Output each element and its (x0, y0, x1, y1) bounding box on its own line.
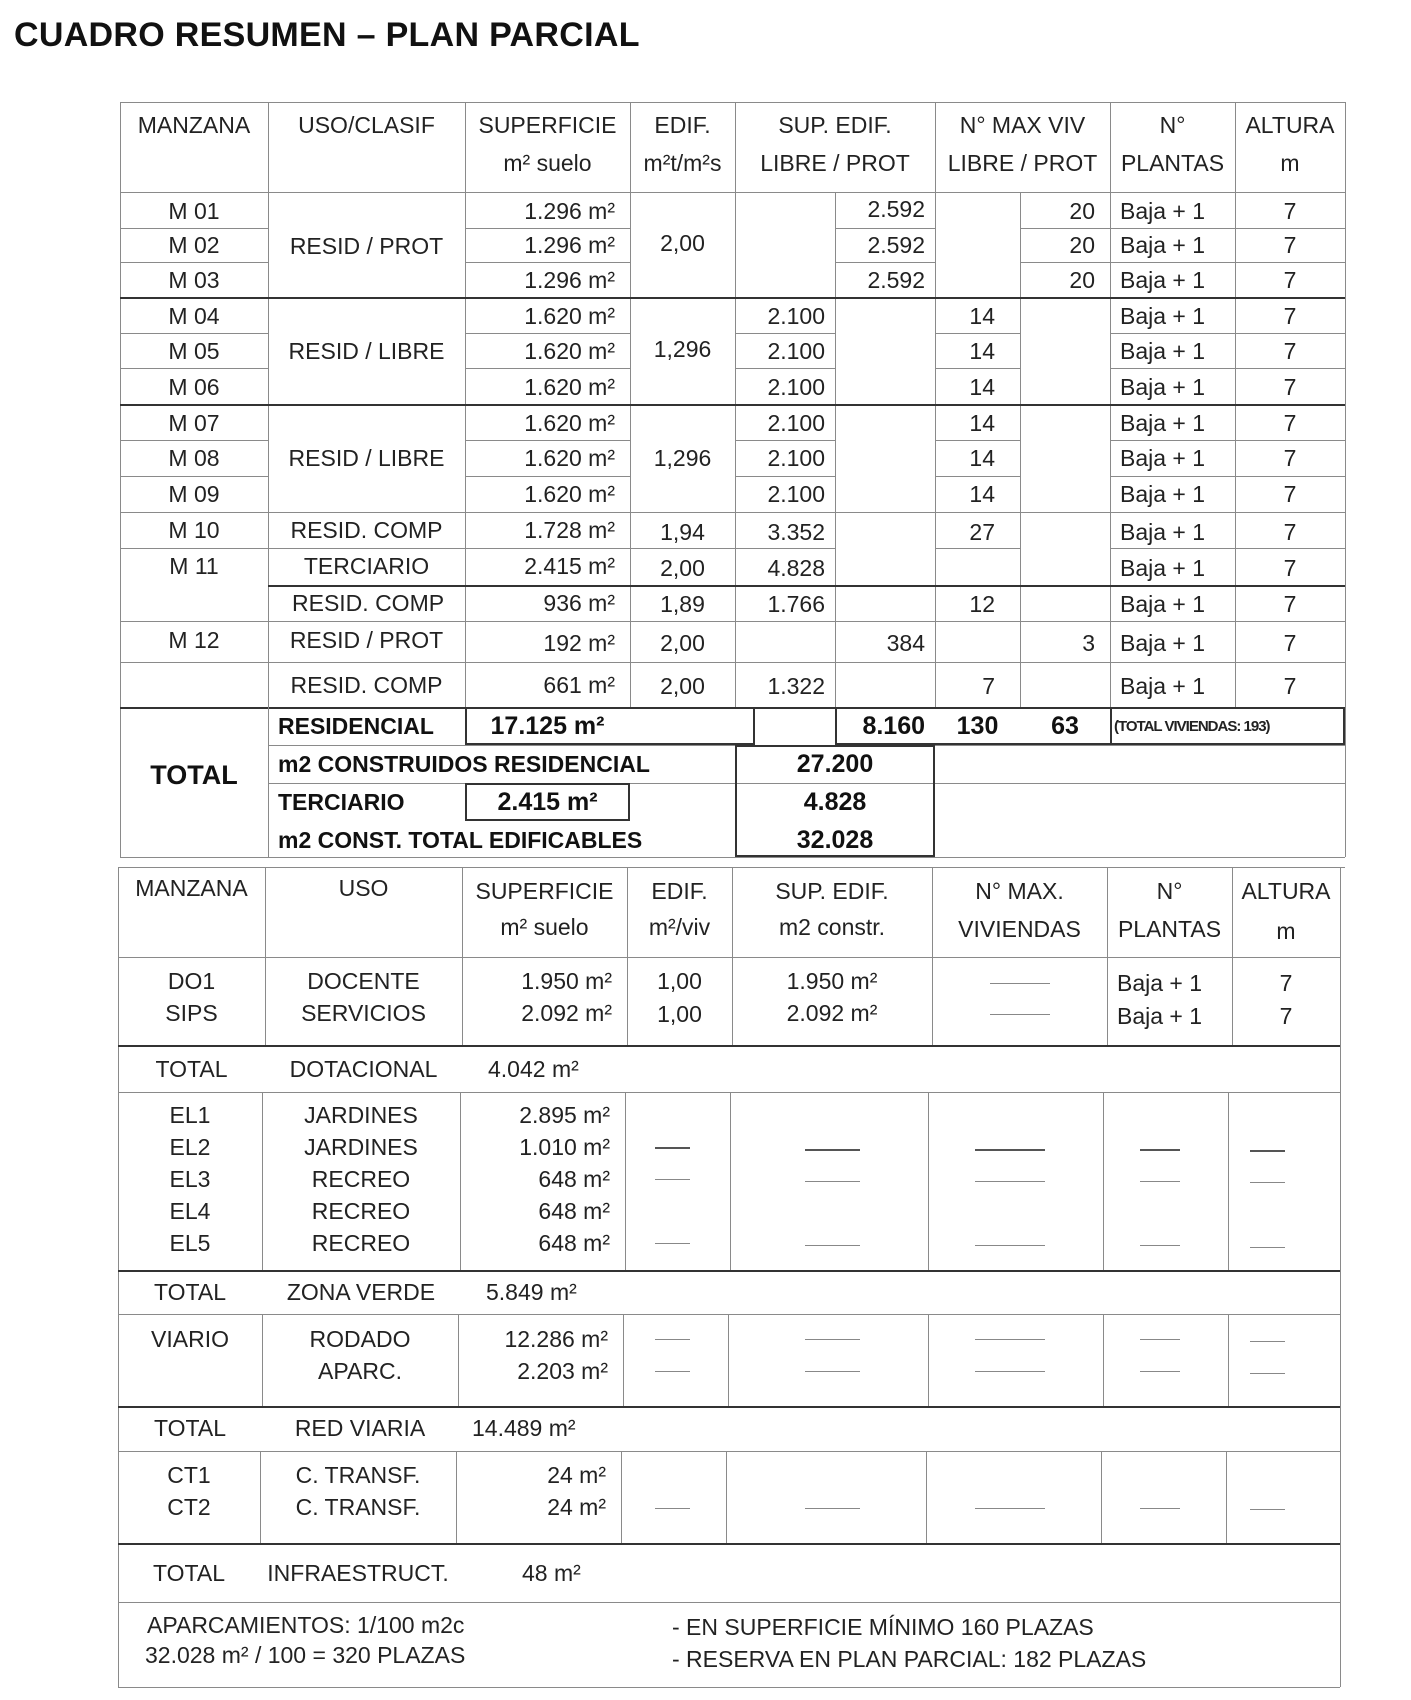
table-cell: 7 (1283, 519, 1297, 545)
total-label: TOTAL (150, 760, 238, 790)
table-cell: 27 (969, 519, 995, 545)
table-cell: EL5 (169, 1230, 211, 1256)
group-edif: 1,296 (653, 445, 712, 471)
group-edif: 1,296 (653, 336, 712, 362)
empty-dash (1140, 1508, 1180, 1509)
header-plantas-sub: PLANTAS (1120, 150, 1225, 176)
table-cell: 2.100 (767, 374, 825, 400)
table-cell: 7 (1283, 267, 1297, 293)
table-cell: 4.828 (767, 555, 825, 581)
empty-dash (975, 1508, 1045, 1509)
header-altura: ALTURA (1245, 112, 1335, 138)
table-border (465, 368, 630, 369)
residencial-label: RESIDENCIAL (278, 713, 434, 739)
table-cell: Baja + 1 (1120, 445, 1206, 471)
table-cell: Baja + 1 (1120, 338, 1206, 364)
table-cell: 7 (1279, 970, 1293, 996)
empty-dash (1250, 1373, 1285, 1374)
table-cell: RECREO (311, 1198, 411, 1224)
table-border (926, 1451, 927, 1543)
table-border (623, 1314, 624, 1406)
table-border (1103, 1314, 1104, 1406)
table-cell: Baja + 1 (1120, 519, 1206, 545)
table-cell: Baja + 1 (1120, 591, 1206, 617)
table-cell: SIPS (165, 1000, 218, 1026)
table-cell: 7 (1283, 555, 1297, 581)
table-border (1110, 368, 1345, 369)
table-border (835, 262, 935, 263)
table-border (118, 1406, 1340, 1408)
construidos-residencial-label: m2 CONSTRUIDOS RESIDENCIAL (278, 751, 650, 777)
table-border (935, 548, 1020, 549)
table-border (118, 1270, 1340, 1272)
table-border (465, 262, 630, 263)
table-cell: 1.950 m² (521, 968, 612, 994)
table-cell: 661 m² (543, 672, 615, 698)
table-border (1103, 1092, 1104, 1270)
header-superficie-unit: m² suelo (503, 150, 592, 176)
table-cell: RESID / PROT (289, 627, 444, 653)
table-cell: 2.092 m² (786, 1000, 878, 1026)
parking-ratio: APARCAMIENTOS: 1/100 m2c (147, 1612, 465, 1638)
table-cell: TERCIARIO (303, 553, 430, 579)
total-viviendas-note: (TOTAL VIVIENDAS: 193) (1114, 718, 1270, 735)
empty-dash (1140, 1149, 1180, 1151)
header-manzana: MANZANA (135, 875, 248, 901)
table-border (120, 476, 268, 477)
table-cell: TOTAL (154, 1279, 226, 1305)
header-max-viv-sub: LIBRE / PROT (947, 150, 1098, 176)
empty-dash (805, 1508, 860, 1509)
table-cell: 2.592 (867, 232, 925, 258)
header-sup-edif: SUP. EDIF. (778, 112, 892, 138)
table-border (465, 476, 630, 477)
header-edif-unit: m²/viv (648, 914, 711, 940)
table-cell: 2.100 (767, 410, 825, 436)
empty-dash (1140, 1339, 1180, 1340)
table-cell: 7 (1283, 481, 1297, 507)
table-border (118, 957, 1340, 958)
table-border (1020, 228, 1345, 229)
table-border (268, 548, 835, 549)
table-border (735, 368, 835, 369)
header-edif: EDIF. (654, 112, 711, 138)
table-cell: 2.895 m² (519, 1102, 610, 1128)
table-cell: 14 (969, 374, 995, 400)
table-border (120, 228, 268, 229)
table-cell: 2.100 (767, 445, 825, 471)
empty-dash (1140, 1245, 1180, 1246)
table-cell: 2.415 m² (524, 553, 615, 579)
header-sup-edif: SUP. EDIF. (775, 878, 889, 904)
table-cell: RESID. COMP (292, 590, 445, 616)
total-edificables-value: 32.028 (796, 826, 874, 854)
table-border (465, 440, 630, 441)
empty-dash (655, 1371, 690, 1372)
empty-dash (805, 1149, 860, 1151)
table-border (735, 476, 835, 477)
table-cell: 1.010 m² (519, 1134, 610, 1160)
table-border (1228, 1092, 1229, 1270)
table-cell: 7 (1279, 1003, 1293, 1029)
table-cell: TOTAL (153, 1560, 225, 1586)
table-cell: RECREO (311, 1166, 411, 1192)
table-border (621, 1451, 622, 1543)
table-cell: 14 (969, 338, 995, 364)
terciario-superficie: 2.415 m² (497, 788, 598, 816)
empty-dash (655, 1179, 690, 1180)
header-edif: EDIF. (651, 878, 708, 904)
table-border (935, 368, 1020, 369)
table-cell: Baja + 1 (1117, 970, 1203, 996)
table-cell: 20 (1069, 267, 1095, 293)
table-border (1345, 102, 1346, 857)
header-plantas: N° (1159, 112, 1186, 138)
header-plantas: N° (1156, 878, 1183, 904)
construidos-residencial-value: 27.200 (796, 750, 874, 778)
header-superficie: SUPERFICIE (475, 878, 614, 904)
table-border (268, 585, 1345, 587)
empty-dash (805, 1181, 860, 1182)
table-cell: M 03 (168, 267, 220, 293)
table-cell: M 09 (168, 481, 220, 507)
table-cell: 3.352 (767, 519, 825, 545)
table-cell: M 01 (168, 198, 220, 224)
table-cell: SERVICIOS (301, 1000, 426, 1026)
table-cell: Baja + 1 (1120, 374, 1206, 400)
table-border (1226, 1451, 1227, 1543)
empty-dash (655, 1339, 690, 1340)
table-border (120, 102, 1345, 103)
table-cell: JARDINES (304, 1134, 418, 1160)
parking-calc: 32.028 m² / 100 = 320 PLAZAS (145, 1642, 466, 1668)
terciario-label: TERCIARIO (278, 789, 405, 815)
table-cell: 7 (1283, 591, 1297, 617)
table-cell: 1.620 m² (524, 338, 615, 364)
table-border (118, 1543, 1340, 1545)
group-edif: 2,00 (660, 230, 705, 256)
header-edif-unit: m²t/m²s (643, 150, 722, 176)
table-border (1110, 333, 1345, 334)
page-title: CUADRO RESUMEN – PLAN PARCIAL (14, 16, 640, 54)
table-cell: ZONA VERDE (286, 1279, 436, 1305)
table-cell: 1.766 (767, 591, 825, 617)
table-cell: 14 (969, 410, 995, 436)
table-cell: 936 m² (543, 590, 615, 616)
table-cell: 192 m² (543, 630, 615, 656)
table-cell: DOCENTE (307, 968, 420, 994)
table-cell: DO1 (167, 968, 216, 994)
table-cell: 648 m² (538, 1166, 610, 1192)
table-cell: 2.100 (767, 481, 825, 507)
table-cell: 14.489 m² (472, 1415, 576, 1441)
table-cell: EL2 (169, 1134, 211, 1160)
table-cell: M 04 (168, 303, 220, 329)
table-border (1101, 1451, 1102, 1543)
table-cell: EL4 (169, 1198, 211, 1224)
group-uso: RESID / LIBRE (288, 445, 445, 471)
table-cell: Baja + 1 (1120, 303, 1206, 329)
empty-dash (975, 1339, 1045, 1340)
table-cell: 648 m² (538, 1198, 610, 1224)
table-cell: 2.092 m² (521, 1000, 612, 1026)
table-border (120, 621, 1345, 622)
table-cell: EL3 (169, 1166, 211, 1192)
table-cell: 1.322 (767, 673, 825, 699)
table-border (120, 440, 268, 441)
header-max-viv: N° MAX VIV (959, 112, 1086, 138)
table-cell: 1,89 (660, 591, 705, 617)
table-cell: M 10 (168, 517, 220, 543)
table-border (118, 1687, 1340, 1688)
empty-dash (805, 1245, 860, 1246)
table-cell: Baja + 1 (1120, 481, 1206, 507)
header-altura: ALTURA (1241, 878, 1331, 904)
table-border (1340, 867, 1341, 1687)
table-border (465, 333, 630, 334)
table-cell: Baja + 1 (1120, 630, 1206, 656)
table-cell: 2.592 (867, 267, 925, 293)
residencial-sup-prot: 8.160 (862, 712, 925, 740)
table-cell: 384 (886, 630, 925, 656)
table-cell: CT1 (167, 1462, 211, 1488)
table-cell: 1.620 m² (524, 445, 615, 471)
empty-dash (975, 1245, 1045, 1246)
table-cell: 14 (969, 481, 995, 507)
empty-dash (1250, 1150, 1285, 1152)
table-cell: 7 (1283, 338, 1297, 364)
table-cell: M 12 (168, 627, 220, 653)
empty-dash (655, 1508, 690, 1509)
table-cell: 2,00 (660, 555, 705, 581)
table-cell: 1.620 m² (524, 303, 615, 329)
empty-dash (805, 1339, 860, 1340)
table-cell: C. TRANSF. (295, 1494, 421, 1520)
table-cell: Baja + 1 (1120, 267, 1206, 293)
table-cell: 24 m² (547, 1494, 606, 1520)
empty-dash (655, 1243, 690, 1244)
table-cell: M 07 (168, 410, 220, 436)
table-cell: 2,00 (660, 673, 705, 699)
table-cell: Baja + 1 (1120, 198, 1206, 224)
table-border (118, 1314, 1340, 1315)
table-border (728, 1314, 729, 1406)
table-cell: RESID. COMP (290, 672, 443, 698)
table-cell: 7 (1283, 303, 1297, 329)
table-cell: RODADO (309, 1326, 411, 1352)
table-cell: 1.728 m² (524, 517, 615, 543)
table-border (120, 512, 1345, 513)
group-uso: RESID / PROT (289, 233, 444, 259)
table-cell: M 06 (168, 374, 220, 400)
table-cell: 1,94 (660, 519, 705, 545)
table-cell: 7 (1283, 445, 1297, 471)
table-border (928, 1314, 929, 1406)
table-cell: APARC. (318, 1358, 402, 1384)
empty-dash (975, 1371, 1045, 1372)
table-cell: RED VIARIA (294, 1415, 426, 1441)
table-border (268, 707, 269, 857)
table-cell: 1,00 (657, 968, 702, 994)
table-cell: TOTAL (154, 1415, 226, 1441)
header-uso: USO (338, 875, 389, 901)
table-border (935, 440, 1020, 441)
table-cell: VIARIO (151, 1326, 229, 1352)
table-border (120, 662, 1345, 663)
empty-dash (975, 1149, 1045, 1151)
table-cell: 14 (969, 445, 995, 471)
table-border (625, 1092, 626, 1270)
table-cell: M 05 (168, 338, 220, 364)
table-border (835, 228, 935, 229)
table-cell: 1.620 m² (524, 410, 615, 436)
header-altura-unit: m (1276, 918, 1296, 944)
total-edificables-label: m2 CONST. TOTAL EDIFICABLES (278, 827, 643, 853)
header-max-viv-sub: VIVIENDAS (958, 916, 1081, 942)
table-cell: 7 (1283, 198, 1297, 224)
table-cell: TOTAL (155, 1056, 228, 1082)
header-sup-edif-sub: m2 constr. (778, 914, 886, 940)
table-border (120, 404, 1345, 406)
table-border (120, 262, 268, 263)
table-border (118, 1092, 1340, 1093)
header-max-viv: N° MAX. (975, 878, 1064, 904)
empty-dash (1250, 1247, 1285, 1248)
table-border (1228, 1314, 1229, 1406)
table-cell: DOTACIONAL (289, 1056, 438, 1082)
empty-dash (1250, 1182, 1285, 1183)
table-border (735, 333, 835, 334)
table-cell: 2.203 m² (517, 1358, 608, 1384)
table-cell: 4.042 m² (488, 1056, 579, 1082)
table-border (120, 297, 1345, 299)
table-cell: RESID. COMP (290, 517, 443, 543)
empty-dash (655, 1147, 690, 1149)
table-border (1110, 548, 1345, 549)
table-cell: 1.950 m² (786, 968, 878, 994)
empty-dash (1140, 1181, 1180, 1182)
table-cell: 14 (969, 303, 995, 329)
table-cell: 1,00 (657, 1001, 702, 1027)
table-border (935, 476, 1020, 477)
table-border (120, 192, 1345, 193)
table-border (118, 1045, 1340, 1047)
table-cell: 20 (1069, 232, 1095, 258)
residencial-superficie: 17.125 m² (490, 712, 605, 740)
table-border (120, 548, 268, 549)
table-cell: Baja + 1 (1120, 232, 1206, 258)
parking-reserve: - RESERVA EN PLAN PARCIAL: 182 PLAZAS (672, 1646, 1147, 1672)
table-cell: INFRAESTRUCT. (267, 1560, 449, 1586)
table-cell: 1.296 m² (524, 198, 615, 224)
terciario-value: 4.828 (803, 788, 867, 816)
table-cell: 2.100 (767, 338, 825, 364)
header-sup-edif-sub: LIBRE / PROT (760, 150, 910, 176)
empty-dash (1250, 1509, 1285, 1510)
table-cell: Baja + 1 (1120, 555, 1206, 581)
table-cell: M 02 (168, 232, 220, 258)
table-cell: 7 (1283, 374, 1297, 400)
table-cell: 24 m² (547, 1462, 606, 1488)
table-cell: 1.620 m² (524, 374, 615, 400)
header-uso: USO/CLASIF (298, 112, 435, 138)
table-cell: Baja + 1 (1120, 410, 1206, 436)
table-cell: 1.620 m² (524, 481, 615, 507)
residencial-viv-libre: 130 (956, 712, 999, 740)
table-cell: 2.592 (867, 196, 925, 222)
header-superficie: SUPERFICIE (478, 112, 617, 138)
empty-dash (1250, 1341, 1285, 1342)
header-altura-unit: m (1280, 150, 1300, 176)
table-cell: 1.296 m² (524, 232, 615, 258)
table-border (928, 1092, 929, 1270)
table-border (465, 228, 630, 229)
table-cell: 648 m² (538, 1230, 610, 1256)
table-cell: M 11 (169, 553, 219, 579)
table-border (118, 1602, 1340, 1603)
header-superficie-unit: m² suelo (500, 914, 589, 940)
table-border (935, 333, 1020, 334)
table-border (726, 1451, 727, 1543)
table-border (120, 333, 268, 334)
empty-dash (990, 1014, 1050, 1015)
table-border (120, 368, 268, 369)
table-cell: 7 (1283, 673, 1297, 699)
table-cell: 2,00 (660, 630, 705, 656)
table-cell: 48 m² (522, 1560, 581, 1586)
table-cell: 7 (982, 673, 995, 699)
table-cell: JARDINES (304, 1102, 418, 1128)
table-border (120, 857, 1345, 858)
table-cell: 12.286 m² (504, 1326, 608, 1352)
table-border (1110, 476, 1345, 477)
table-cell: Baja + 1 (1120, 673, 1206, 699)
table-border (730, 1092, 731, 1270)
empty-dash (805, 1371, 860, 1372)
table-cell: 20 (1069, 198, 1095, 224)
table-cell: M 08 (168, 445, 220, 471)
table-border (1110, 440, 1345, 441)
table-border (735, 440, 835, 441)
header-plantas-sub: PLANTAS (1117, 916, 1222, 942)
table-cell: Baja + 1 (1117, 1003, 1203, 1029)
table-cell: CT2 (167, 1494, 211, 1520)
parking-surface-min: - EN SUPERFICIE MÍNIMO 160 PLAZAS (672, 1614, 1094, 1640)
group-uso: RESID / LIBRE (288, 338, 445, 364)
table-cell: 1.296 m² (524, 267, 615, 293)
empty-dash (990, 983, 1050, 984)
table-cell: EL1 (169, 1102, 211, 1128)
table-cell: C. TRANSF. (295, 1462, 421, 1488)
residencial-viv-prot: 63 (1051, 712, 1079, 740)
table-cell: 7 (1283, 410, 1297, 436)
table-cell: 7 (1283, 232, 1297, 258)
table-cell: 7 (1283, 630, 1297, 656)
table-cell: 12 (969, 591, 995, 617)
table-border (118, 1451, 1340, 1452)
table-border (1020, 262, 1345, 263)
table-cell: 3 (1082, 630, 1095, 656)
table-cell: RECREO (311, 1230, 411, 1256)
empty-dash (975, 1181, 1045, 1182)
header-manzana: MANZANA (137, 112, 251, 138)
table-cell: 2.100 (767, 303, 825, 329)
table-cell: 5.849 m² (486, 1279, 577, 1305)
empty-dash (1140, 1371, 1180, 1372)
